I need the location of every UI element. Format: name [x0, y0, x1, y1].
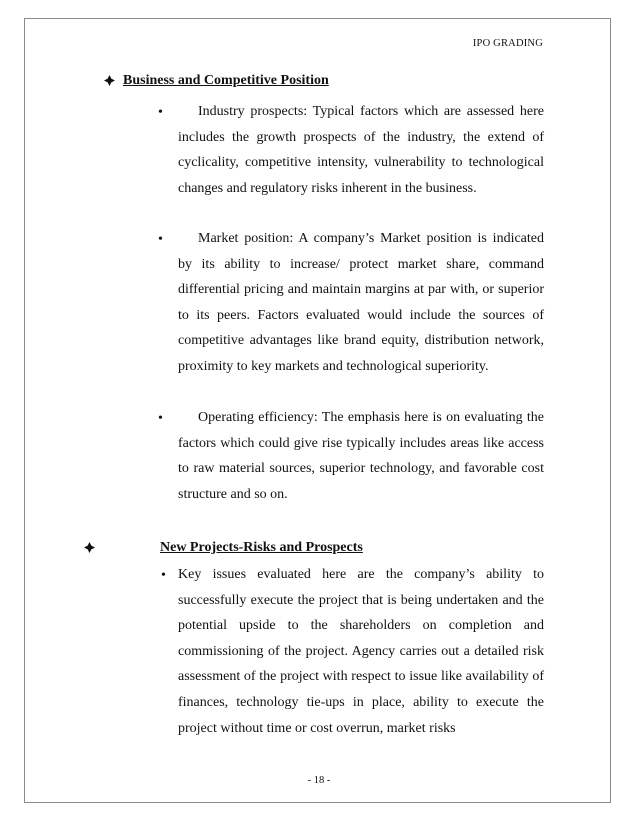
diamond-bullet-icon [84, 542, 95, 553]
paragraph-market-position: Market position: A company’s Market position is indicated by its ability to increase/ protect market share, command differential pricing and maintain margins at par with, or superior to its peers. Factors evaluated would include the sources of competitive advantages like brand equity, distribution network, proximity to key markets and technological superiority. [178, 231, 544, 374]
bullet-dot: • [158, 105, 163, 120]
bullet-dot: • [161, 568, 166, 583]
bullet-dot: • [158, 411, 163, 426]
section-heading-new-projects: New Projects-Risks and Prospects [160, 540, 363, 555]
paragraph-industry-prospects: Industry prospects: Typical factors which are assessed here includes the growth prospects of the industry, the extend of cyclicality, competitive intensity, vulnerability to technological changes and regulatory risks inherent in the business. [178, 104, 544, 196]
running-header: IPO GRADING [472, 38, 543, 49]
bullet-dot: • [158, 232, 163, 247]
paragraph-key-issues: Key issues evaluated here are the company’s ability to successfully execute the project that is being undertaken and the potential upside to the shareholders on completion and commissioning of the project. Agency carries out a detailed risk assessment of the project with respect to issue like availability of finances, technology tie-ups in place, ability to execute the project without time or cost overrun, market risks [178, 567, 544, 736]
section-heading-business: Business and Competitive Position [123, 73, 329, 88]
paragraph-operating-efficiency: Operating efficiency: The emphasis here is on evaluating the factors which could give rise typically includes areas like access to raw material sources, superior technology, and favorable cost structure and so on. [178, 410, 544, 502]
page-number: - 18 - [307, 775, 331, 786]
diamond-bullet-icon [104, 75, 115, 86]
